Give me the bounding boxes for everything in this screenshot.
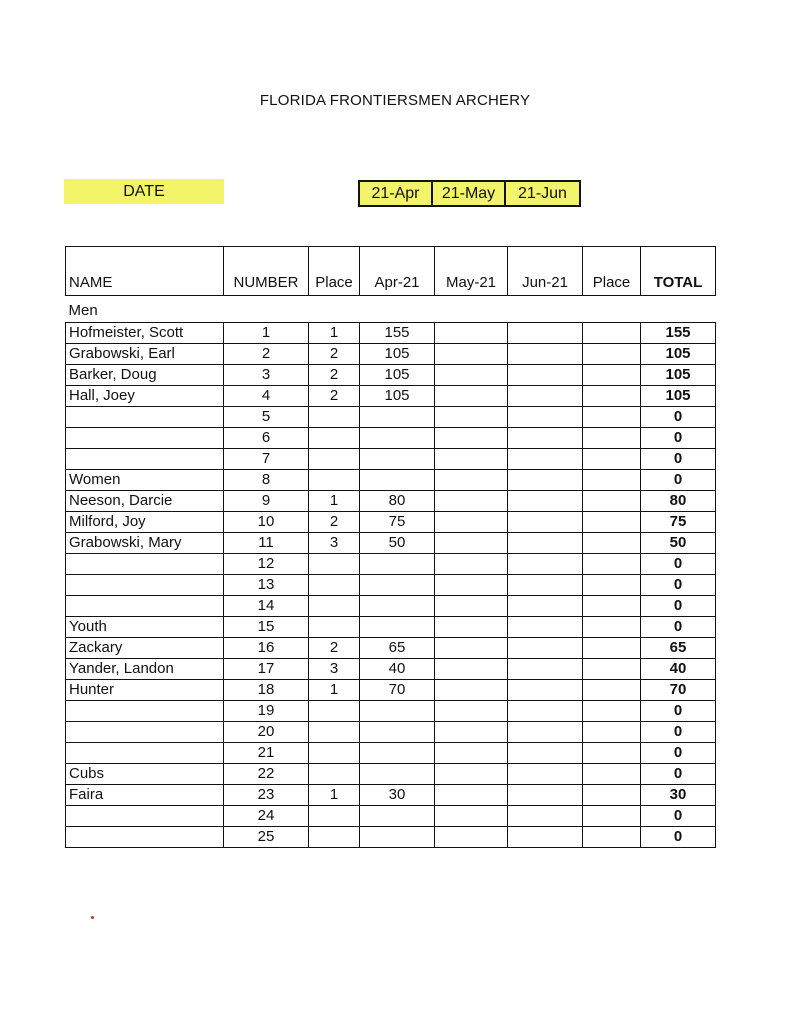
cell-name: Hunter <box>66 680 224 701</box>
cell-name <box>66 743 224 764</box>
cell-jun <box>508 827 583 848</box>
cell-apr: 80 <box>360 491 435 512</box>
table-row <box>66 764 716 785</box>
cell-place <box>309 722 360 743</box>
cell-name: Faira <box>66 785 224 806</box>
cell-apr <box>360 743 435 764</box>
cell-number: 18 <box>224 680 309 701</box>
cell-apr: 50 <box>360 533 435 554</box>
header-may: May-21 <box>435 247 508 296</box>
cell-apr <box>360 764 435 785</box>
cell-apr: 30 <box>360 785 435 806</box>
cell-total: 155 <box>641 323 716 344</box>
cell-place-2 <box>583 617 641 638</box>
table-row <box>66 554 716 575</box>
cell-jun <box>508 596 583 617</box>
table-row <box>66 596 716 617</box>
cell-apr <box>360 827 435 848</box>
cell-place-2 <box>583 638 641 659</box>
cell-place <box>309 407 360 428</box>
cell-jun <box>508 806 583 827</box>
cell-name: Women <box>66 470 224 491</box>
cell-total: 0 <box>641 743 716 764</box>
cell-number: 14 <box>224 596 309 617</box>
cell-name: Barker, Doug <box>66 365 224 386</box>
cell-apr: 105 <box>360 365 435 386</box>
page-title: FLORIDA FRONTIERSMEN ARCHERY <box>259 92 531 109</box>
cell-place-2 <box>583 407 641 428</box>
cell-jun <box>508 407 583 428</box>
cell-number: 7 <box>224 449 309 470</box>
cell-name <box>66 596 224 617</box>
table-row <box>66 344 716 365</box>
cell-place <box>309 575 360 596</box>
cell-total: 105 <box>641 365 716 386</box>
header-name: NAME <box>66 247 224 296</box>
cell-jun <box>508 428 583 449</box>
cell-may <box>435 554 508 575</box>
cell-total: 65 <box>641 638 716 659</box>
cell-name <box>66 554 224 575</box>
cell-place: 2 <box>309 386 360 407</box>
header-place-2: Place <box>583 247 641 296</box>
table-row <box>66 638 716 659</box>
cell-jun <box>508 617 583 638</box>
cell-place-2 <box>583 743 641 764</box>
cell-number: 1 <box>224 323 309 344</box>
header-jun: Jun-21 <box>508 247 583 296</box>
cell-name: Youth <box>66 617 224 638</box>
cell-number: 13 <box>224 575 309 596</box>
cell-number: 25 <box>224 827 309 848</box>
cell-may <box>435 596 508 617</box>
cell-place <box>309 470 360 491</box>
table-row <box>66 407 716 428</box>
cell-apr <box>360 554 435 575</box>
cell-place: 1 <box>309 323 360 344</box>
header-number: NUMBER <box>224 247 309 296</box>
table-row <box>66 512 716 533</box>
cell-place-2 <box>583 344 641 365</box>
table-row <box>66 365 716 386</box>
cell-apr <box>360 806 435 827</box>
cell-number: 15 <box>224 617 309 638</box>
cell-name: Milford, Joy <box>66 512 224 533</box>
cell-place: 3 <box>309 659 360 680</box>
cell-jun <box>508 533 583 554</box>
cell-number: 4 <box>224 386 309 407</box>
cell-place-2 <box>583 596 641 617</box>
cell-place: 1 <box>309 680 360 701</box>
cell-number: 8 <box>224 470 309 491</box>
cell-place-2 <box>583 512 641 533</box>
cell-place-2 <box>583 449 641 470</box>
section-label-men: Men <box>68 302 98 319</box>
date-box-apr: 21-Apr <box>360 182 433 205</box>
cell-jun <box>508 491 583 512</box>
cell-may <box>435 533 508 554</box>
scores-table <box>65 246 716 848</box>
cell-number: 21 <box>224 743 309 764</box>
cell-place-2 <box>583 785 641 806</box>
table-row <box>66 701 716 722</box>
cell-number: 17 <box>224 659 309 680</box>
cell-jun <box>508 743 583 764</box>
cell-place-2 <box>583 806 641 827</box>
cell-place-2 <box>583 323 641 344</box>
cell-apr <box>360 449 435 470</box>
cell-total: 75 <box>641 512 716 533</box>
cell-total: 0 <box>641 554 716 575</box>
cell-name <box>66 407 224 428</box>
table-row <box>66 470 716 491</box>
cell-name <box>66 701 224 722</box>
table-row <box>66 785 716 806</box>
cell-jun <box>508 323 583 344</box>
cell-place: 2 <box>309 512 360 533</box>
cell-place <box>309 827 360 848</box>
cell-apr: 65 <box>360 638 435 659</box>
cell-jun <box>508 659 583 680</box>
cell-number: 2 <box>224 344 309 365</box>
cell-place: 2 <box>309 638 360 659</box>
cell-total: 0 <box>641 596 716 617</box>
cell-total: 0 <box>641 449 716 470</box>
header-apr: Apr-21 <box>360 247 435 296</box>
cell-name <box>66 827 224 848</box>
section-row-men <box>66 296 716 323</box>
cell-jun <box>508 701 583 722</box>
cell-name: Hofmeister, Scott <box>66 323 224 344</box>
cell-total: 0 <box>641 428 716 449</box>
cell-total: 0 <box>641 407 716 428</box>
date-header-boxes <box>358 180 581 207</box>
table-row <box>66 323 716 344</box>
cell-may <box>435 743 508 764</box>
cell-may <box>435 638 508 659</box>
cell-may <box>435 680 508 701</box>
cell-name <box>66 428 224 449</box>
header-row <box>66 247 716 296</box>
cell-place: 1 <box>309 785 360 806</box>
cell-number: 12 <box>224 554 309 575</box>
cell-place <box>309 764 360 785</box>
cell-apr <box>360 617 435 638</box>
cell-apr <box>360 470 435 491</box>
table-row <box>66 533 716 554</box>
cell-apr: 105 <box>360 386 435 407</box>
cell-total: 105 <box>641 344 716 365</box>
table-row <box>66 680 716 701</box>
cell-place-2 <box>583 827 641 848</box>
table-row <box>66 743 716 764</box>
cell-number: 3 <box>224 365 309 386</box>
cell-may <box>435 512 508 533</box>
cell-name: Grabowski, Mary <box>66 533 224 554</box>
cell-apr <box>360 575 435 596</box>
cell-jun <box>508 785 583 806</box>
cell-place <box>309 743 360 764</box>
cell-apr <box>360 596 435 617</box>
cell-may <box>435 617 508 638</box>
cell-jun <box>508 680 583 701</box>
cell-number: 11 <box>224 533 309 554</box>
cell-total: 0 <box>641 764 716 785</box>
cell-jun <box>508 365 583 386</box>
cell-may <box>435 764 508 785</box>
cell-place-2 <box>583 365 641 386</box>
cell-jun <box>508 575 583 596</box>
cell-apr: 70 <box>360 680 435 701</box>
cell-jun <box>508 344 583 365</box>
cell-total: 40 <box>641 659 716 680</box>
cell-place-2 <box>583 470 641 491</box>
cell-total: 0 <box>641 722 716 743</box>
cell-total: 0 <box>641 470 716 491</box>
cell-place-2 <box>583 659 641 680</box>
cell-jun <box>508 449 583 470</box>
cell-may <box>435 701 508 722</box>
table-row <box>66 428 716 449</box>
cell-jun <box>508 386 583 407</box>
cell-jun <box>508 722 583 743</box>
cell-name <box>66 449 224 470</box>
date-box-jun: 21-Jun <box>506 182 579 205</box>
cell-place <box>309 617 360 638</box>
cell-place: 3 <box>309 533 360 554</box>
cell-place <box>309 596 360 617</box>
cell-number: 16 <box>224 638 309 659</box>
cell-place-2 <box>583 554 641 575</box>
table-row <box>66 806 716 827</box>
cell-total: 0 <box>641 617 716 638</box>
cell-may <box>435 575 508 596</box>
cell-may <box>435 470 508 491</box>
cell-name: Cubs <box>66 764 224 785</box>
cell-place <box>309 701 360 722</box>
cell-total: 30 <box>641 785 716 806</box>
cell-apr: 40 <box>360 659 435 680</box>
header-total: TOTAL <box>641 247 716 296</box>
cell-place-2 <box>583 533 641 554</box>
cell-number: 10 <box>224 512 309 533</box>
cell-place: 1 <box>309 491 360 512</box>
cell-name <box>66 575 224 596</box>
cell-total: 0 <box>641 827 716 848</box>
cell-apr <box>360 428 435 449</box>
table-row <box>66 491 716 512</box>
table-row <box>66 386 716 407</box>
cell-may <box>435 386 508 407</box>
cell-may <box>435 785 508 806</box>
table-row <box>66 617 716 638</box>
cell-may <box>435 407 508 428</box>
cell-may <box>435 323 508 344</box>
cell-total: 105 <box>641 386 716 407</box>
table-row <box>66 449 716 470</box>
cell-place <box>309 428 360 449</box>
cell-number: 24 <box>224 806 309 827</box>
cell-name: Neeson, Darcie <box>66 491 224 512</box>
cell-name <box>66 806 224 827</box>
cell-name: Grabowski, Earl <box>66 344 224 365</box>
cell-may <box>435 659 508 680</box>
date-box-may: 21-May <box>433 182 506 205</box>
cell-name: Yander, Landon <box>66 659 224 680</box>
table-row <box>66 575 716 596</box>
cell-jun <box>508 764 583 785</box>
table-row <box>66 722 716 743</box>
cell-apr <box>360 701 435 722</box>
cell-place: 2 <box>309 344 360 365</box>
cell-jun <box>508 512 583 533</box>
cell-number: 9 <box>224 491 309 512</box>
cell-total: 0 <box>641 806 716 827</box>
cell-total: 0 <box>641 575 716 596</box>
cell-place <box>309 554 360 575</box>
cell-number: 19 <box>224 701 309 722</box>
cell-apr <box>360 722 435 743</box>
table-row <box>66 659 716 680</box>
cell-number: 23 <box>224 785 309 806</box>
cell-place <box>309 449 360 470</box>
cell-jun <box>508 470 583 491</box>
cell-may <box>435 722 508 743</box>
cell-total: 50 <box>641 533 716 554</box>
cell-may <box>435 428 508 449</box>
cell-number: 5 <box>224 407 309 428</box>
cell-place-2 <box>583 701 641 722</box>
cell-apr: 105 <box>360 344 435 365</box>
cell-apr <box>360 407 435 428</box>
cell-place-2 <box>583 575 641 596</box>
cell-may <box>435 827 508 848</box>
cell-total: 0 <box>641 701 716 722</box>
cell-place <box>309 806 360 827</box>
cell-place-2 <box>583 491 641 512</box>
cell-apr: 75 <box>360 512 435 533</box>
cell-total: 80 <box>641 491 716 512</box>
stray-mark <box>91 916 94 919</box>
cell-jun <box>508 554 583 575</box>
cell-may <box>435 365 508 386</box>
cell-name: Zackary <box>66 638 224 659</box>
cell-number: 6 <box>224 428 309 449</box>
cell-apr: 155 <box>360 323 435 344</box>
cell-may <box>435 449 508 470</box>
cell-name <box>66 722 224 743</box>
cell-place-2 <box>583 680 641 701</box>
cell-place-2 <box>583 764 641 785</box>
cell-jun <box>508 638 583 659</box>
cell-place: 2 <box>309 365 360 386</box>
cell-may <box>435 344 508 365</box>
cell-name: Hall, Joey <box>66 386 224 407</box>
cell-place-2 <box>583 428 641 449</box>
cell-may <box>435 491 508 512</box>
cell-place-2 <box>583 386 641 407</box>
cell-may <box>435 806 508 827</box>
cell-number: 20 <box>224 722 309 743</box>
date-label: DATE <box>64 179 224 204</box>
header-place: Place <box>309 247 360 296</box>
cell-number: 22 <box>224 764 309 785</box>
cell-total: 70 <box>641 680 716 701</box>
cell-place-2 <box>583 722 641 743</box>
table-row <box>66 827 716 848</box>
